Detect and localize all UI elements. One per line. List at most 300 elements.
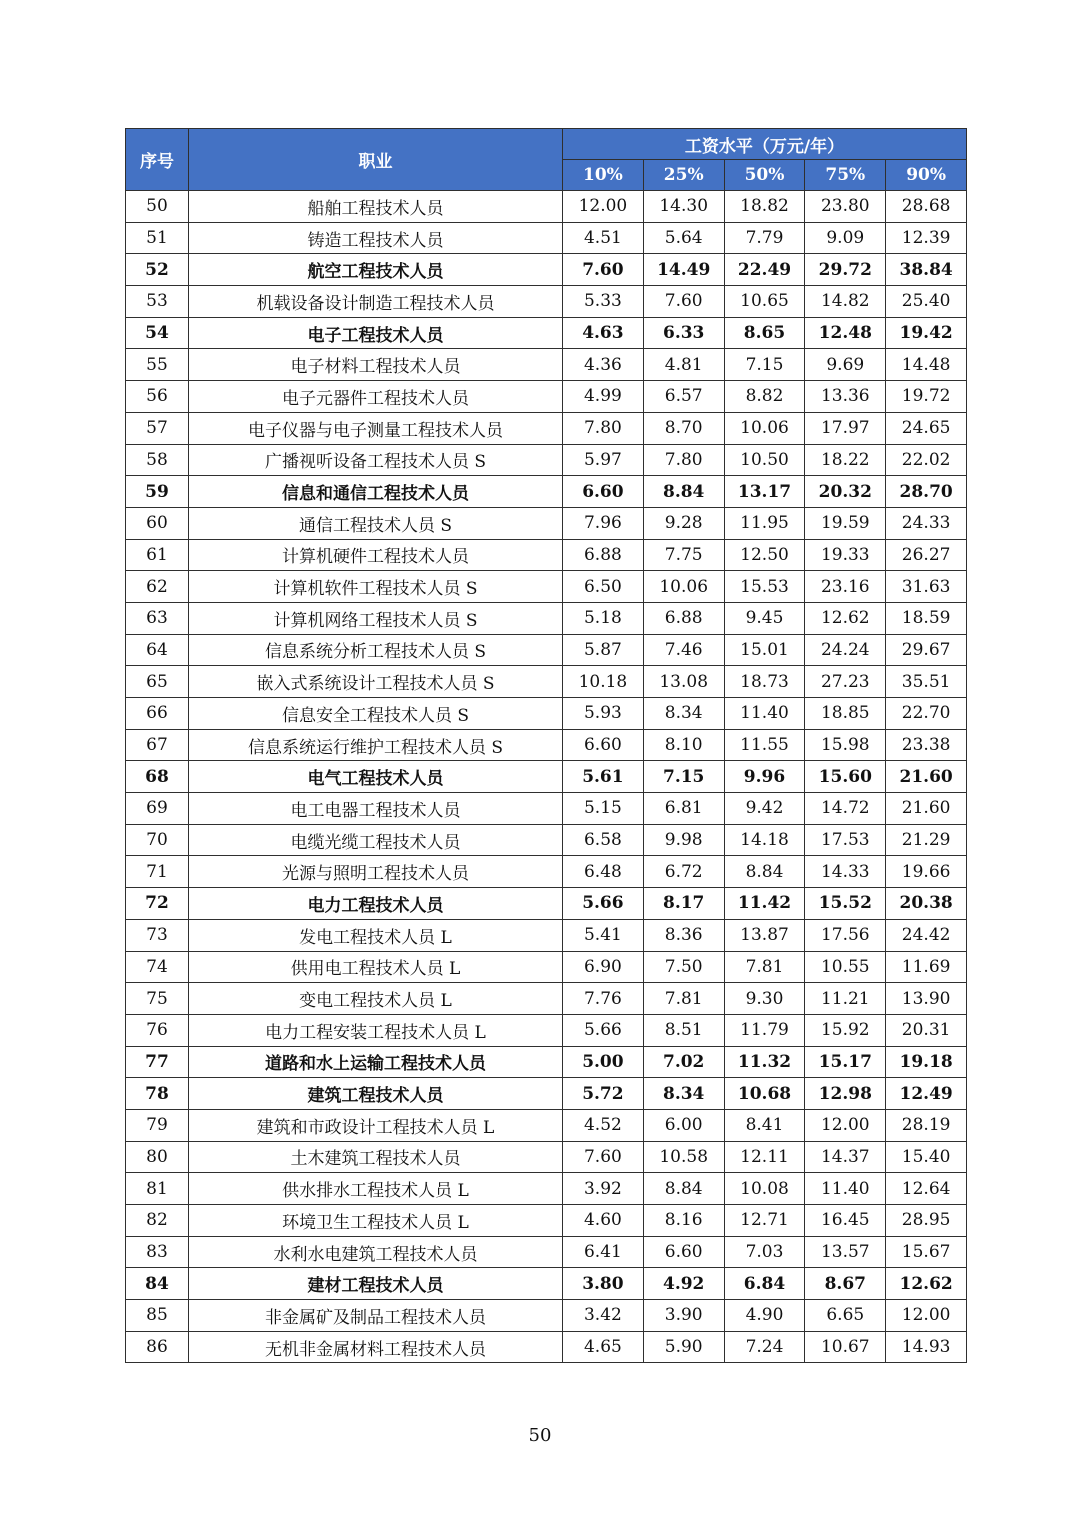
cell-p25: 7.81: [643, 983, 724, 1015]
cell-p25: 7.80: [643, 444, 724, 476]
cell-p50: 7.81: [724, 951, 805, 983]
cell-p90: 19.18: [886, 1046, 967, 1078]
cell-index: 78: [126, 1078, 189, 1110]
cell-index: 76: [126, 1014, 189, 1046]
cell-occupation: 环境卫生工程技术人员 L: [189, 1205, 563, 1237]
cell-p50: 8.65: [724, 317, 805, 349]
cell-p25: 6.88: [643, 602, 724, 634]
table-row: [126, 412, 967, 444]
cell-index: 85: [126, 1300, 189, 1332]
cell-p10: 7.80: [563, 412, 644, 444]
cell-p75: 23.16: [805, 571, 886, 603]
cell-p10: 5.66: [563, 1014, 644, 1046]
cell-p10: 6.41: [563, 1236, 644, 1268]
cell-p10: 5.41: [563, 919, 644, 951]
cell-p90: 20.31: [886, 1014, 967, 1046]
cell-p25: 13.08: [643, 666, 724, 698]
cell-p50: 7.03: [724, 1236, 805, 1268]
cell-occupation: 光源与照明工程技术人员: [189, 856, 563, 888]
cell-occupation: 电力工程安装工程技术人员 L: [189, 1014, 563, 1046]
cell-p50: 8.41: [724, 1109, 805, 1141]
cell-p50: 10.06: [724, 412, 805, 444]
cell-index: 52: [126, 254, 189, 286]
cell-p75: 18.85: [805, 698, 886, 730]
cell-p50: 7.79: [724, 222, 805, 254]
table-row: [126, 951, 967, 983]
cell-p25: 10.58: [643, 1141, 724, 1173]
header-index: 序号: [126, 129, 189, 191]
cell-p90: 29.67: [886, 634, 967, 666]
cell-p90: 21.29: [886, 824, 967, 856]
table-row: [126, 191, 967, 223]
cell-p25: 8.51: [643, 1014, 724, 1046]
cell-p90: 22.70: [886, 698, 967, 730]
cell-index: 59: [126, 476, 189, 508]
cell-p25: 8.84: [643, 476, 724, 508]
cell-occupation: 电子仪器与电子测量工程技术人员: [189, 412, 563, 444]
cell-occupation: 电子材料工程技术人员: [189, 349, 563, 381]
table-row: [126, 1109, 967, 1141]
cell-index: 58: [126, 444, 189, 476]
cell-occupation: 电缆光缆工程技术人员: [189, 824, 563, 856]
cell-p25: 14.49: [643, 254, 724, 286]
cell-p50: 9.96: [724, 761, 805, 793]
table-row: [126, 476, 967, 508]
cell-occupation: 信息和通信工程技术人员: [189, 476, 563, 508]
cell-index: 57: [126, 412, 189, 444]
cell-p50: 18.82: [724, 191, 805, 223]
cell-p10: 4.60: [563, 1205, 644, 1237]
cell-p90: 31.63: [886, 571, 967, 603]
cell-p75: 13.36: [805, 381, 886, 413]
cell-index: 82: [126, 1205, 189, 1237]
cell-occupation: 土木建筑工程技术人员: [189, 1141, 563, 1173]
cell-p10: 4.36: [563, 349, 644, 381]
table-row: [126, 254, 967, 286]
table-row: [126, 1141, 967, 1173]
cell-p10: 7.60: [563, 1141, 644, 1173]
cell-p75: 29.72: [805, 254, 886, 286]
cell-occupation: 建材工程技术人员: [189, 1268, 563, 1300]
cell-occupation: 建筑工程技术人员: [189, 1078, 563, 1110]
cell-occupation: 非金属矿及制品工程技术人员: [189, 1300, 563, 1332]
cell-occupation: 发电工程技术人员 L: [189, 919, 563, 951]
cell-p90: 12.64: [886, 1173, 967, 1205]
cell-p25: 10.06: [643, 571, 724, 603]
cell-p75: 12.98: [805, 1078, 886, 1110]
cell-p90: 28.95: [886, 1205, 967, 1237]
cell-p10: 4.65: [563, 1331, 644, 1363]
cell-p75: 13.57: [805, 1236, 886, 1268]
table-row: [126, 1173, 967, 1205]
cell-p10: 5.18: [563, 602, 644, 634]
cell-p75: 18.22: [805, 444, 886, 476]
cell-p10: 6.60: [563, 729, 644, 761]
cell-p75: 15.52: [805, 888, 886, 920]
cell-p50: 9.45: [724, 602, 805, 634]
table-row: [126, 824, 967, 856]
cell-occupation: 航空工程技术人员: [189, 254, 563, 286]
cell-p50: 11.55: [724, 729, 805, 761]
cell-p90: 14.93: [886, 1331, 967, 1363]
cell-p10: 5.15: [563, 793, 644, 825]
cell-occupation: 变电工程技术人员 L: [189, 983, 563, 1015]
cell-p50: 15.53: [724, 571, 805, 603]
cell-p90: 12.00: [886, 1300, 967, 1332]
cell-p50: 10.65: [724, 286, 805, 318]
cell-p10: 5.00: [563, 1046, 644, 1078]
table-body: [126, 191, 967, 1363]
cell-p50: 12.71: [724, 1205, 805, 1237]
cell-p25: 6.81: [643, 793, 724, 825]
table-row: [126, 888, 967, 920]
cell-p50: 11.95: [724, 507, 805, 539]
cell-index: 61: [126, 539, 189, 571]
cell-occupation: 计算机硬件工程技术人员: [189, 539, 563, 571]
cell-p75: 12.48: [805, 317, 886, 349]
cell-index: 86: [126, 1331, 189, 1363]
cell-p25: 9.28: [643, 507, 724, 539]
cell-index: 69: [126, 793, 189, 825]
cell-occupation: 电气工程技术人员: [189, 761, 563, 793]
cell-p75: 19.33: [805, 539, 886, 571]
cell-index: 55: [126, 349, 189, 381]
cell-occupation: 建筑和市政设计工程技术人员 L: [189, 1109, 563, 1141]
cell-p90: 21.60: [886, 793, 967, 825]
cell-p10: 3.92: [563, 1173, 644, 1205]
header-p25: 25%: [643, 160, 724, 191]
cell-p90: 19.72: [886, 381, 967, 413]
cell-index: 67: [126, 729, 189, 761]
cell-p75: 16.45: [805, 1205, 886, 1237]
cell-p75: 8.67: [805, 1268, 886, 1300]
cell-p10: 12.00: [563, 191, 644, 223]
cell-p90: 24.65: [886, 412, 967, 444]
cell-p50: 11.40: [724, 698, 805, 730]
cell-p50: 7.24: [724, 1331, 805, 1363]
cell-occupation: 电子元器件工程技术人员: [189, 381, 563, 413]
table-row: [126, 1268, 967, 1300]
cell-occupation: 道路和水上运输工程技术人员: [189, 1046, 563, 1078]
cell-p10: 6.50: [563, 571, 644, 603]
table-row: [126, 666, 967, 698]
cell-p90: 14.48: [886, 349, 967, 381]
cell-p10: 4.51: [563, 222, 644, 254]
cell-p90: 28.70: [886, 476, 967, 508]
cell-index: 53: [126, 286, 189, 318]
cell-index: 80: [126, 1141, 189, 1173]
cell-p90: 24.33: [886, 507, 967, 539]
cell-p90: 22.02: [886, 444, 967, 476]
cell-p90: 23.38: [886, 729, 967, 761]
table-row: [126, 539, 967, 571]
cell-p50: 11.32: [724, 1046, 805, 1078]
cell-p10: 6.58: [563, 824, 644, 856]
cell-p90: 18.59: [886, 602, 967, 634]
cell-p25: 8.17: [643, 888, 724, 920]
cell-p90: 35.51: [886, 666, 967, 698]
cell-occupation: 机载设备设计制造工程技术人员: [189, 286, 563, 318]
cell-p75: 14.33: [805, 856, 886, 888]
cell-p90: 26.27: [886, 539, 967, 571]
cell-p10: 5.87: [563, 634, 644, 666]
cell-p75: 9.09: [805, 222, 886, 254]
cell-p25: 6.57: [643, 381, 724, 413]
cell-p90: 15.67: [886, 1236, 967, 1268]
cell-index: 72: [126, 888, 189, 920]
cell-p90: 19.66: [886, 856, 967, 888]
cell-p10: 5.66: [563, 888, 644, 920]
cell-p75: 14.72: [805, 793, 886, 825]
table-row: [126, 1205, 967, 1237]
cell-index: 62: [126, 571, 189, 603]
cell-p50: 22.49: [724, 254, 805, 286]
cell-p25: 9.98: [643, 824, 724, 856]
cell-occupation: 无机非金属材料工程技术人员: [189, 1331, 563, 1363]
cell-p50: 13.87: [724, 919, 805, 951]
cell-p50: 8.84: [724, 856, 805, 888]
cell-p25: 8.70: [643, 412, 724, 444]
cell-p75: 17.97: [805, 412, 886, 444]
cell-occupation: 供用电工程技术人员 L: [189, 951, 563, 983]
table-header: [126, 129, 967, 191]
cell-occupation: 电工电器工程技术人员: [189, 793, 563, 825]
cell-p25: 8.34: [643, 698, 724, 730]
cell-p25: 8.16: [643, 1205, 724, 1237]
cell-p25: 7.50: [643, 951, 724, 983]
cell-index: 73: [126, 919, 189, 951]
cell-occupation: 电力工程技术人员: [189, 888, 563, 920]
cell-p25: 7.60: [643, 286, 724, 318]
cell-occupation: 信息系统运行维护工程技术人员 S: [189, 729, 563, 761]
cell-index: 68: [126, 761, 189, 793]
table-row: [126, 1046, 967, 1078]
cell-p50: 9.30: [724, 983, 805, 1015]
cell-index: 83: [126, 1236, 189, 1268]
cell-p10: 5.72: [563, 1078, 644, 1110]
cell-occupation: 计算机网络工程技术人员 S: [189, 602, 563, 634]
cell-p50: 7.15: [724, 349, 805, 381]
cell-p25: 6.00: [643, 1109, 724, 1141]
wage-table: [125, 128, 967, 1363]
cell-p75: 17.53: [805, 824, 886, 856]
cell-p10: 6.90: [563, 951, 644, 983]
cell-p10: 5.97: [563, 444, 644, 476]
cell-p75: 17.56: [805, 919, 886, 951]
cell-p25: 5.64: [643, 222, 724, 254]
table-row: [126, 507, 967, 539]
cell-occupation: 船舶工程技术人员: [189, 191, 563, 223]
cell-p75: 15.17: [805, 1046, 886, 1078]
cell-index: 66: [126, 698, 189, 730]
cell-occupation: 铸造工程技术人员: [189, 222, 563, 254]
cell-p25: 6.60: [643, 1236, 724, 1268]
cell-p10: 4.63: [563, 317, 644, 349]
cell-p10: 7.96: [563, 507, 644, 539]
cell-occupation: 通信工程技术人员 S: [189, 507, 563, 539]
table-row: [126, 602, 967, 634]
cell-occupation: 信息安全工程技术人员 S: [189, 698, 563, 730]
cell-p75: 11.21: [805, 983, 886, 1015]
cell-p50: 15.01: [724, 634, 805, 666]
cell-p75: 27.23: [805, 666, 886, 698]
cell-p10: 6.48: [563, 856, 644, 888]
cell-occupation: 嵌入式系统设计工程技术人员 S: [189, 666, 563, 698]
cell-p50: 11.79: [724, 1014, 805, 1046]
table-row: [126, 1236, 967, 1268]
header-p10: 10%: [563, 160, 644, 191]
cell-index: 65: [126, 666, 189, 698]
cell-p50: 12.11: [724, 1141, 805, 1173]
table-row: [126, 349, 967, 381]
cell-p50: 8.82: [724, 381, 805, 413]
cell-p50: 13.17: [724, 476, 805, 508]
cell-p10: 6.88: [563, 539, 644, 571]
cell-p25: 4.81: [643, 349, 724, 381]
cell-occupation: 水利水电建筑工程技术人员: [189, 1236, 563, 1268]
table-row: [126, 571, 967, 603]
cell-p75: 15.92: [805, 1014, 886, 1046]
cell-p50: 11.42: [724, 888, 805, 920]
table-row: [126, 1331, 967, 1363]
cell-p90: 24.42: [886, 919, 967, 951]
cell-p75: 20.32: [805, 476, 886, 508]
table-row: [126, 761, 967, 793]
table-row: [126, 222, 967, 254]
cell-p90: 19.42: [886, 317, 967, 349]
cell-p25: 8.10: [643, 729, 724, 761]
cell-p10: 6.60: [563, 476, 644, 508]
cell-p50: 4.90: [724, 1300, 805, 1332]
table-row: [126, 919, 967, 951]
cell-p90: 28.19: [886, 1109, 967, 1141]
cell-p10: 5.93: [563, 698, 644, 730]
table-row: [126, 1300, 967, 1332]
cell-index: 56: [126, 381, 189, 413]
cell-p25: 8.84: [643, 1173, 724, 1205]
header-p75: 75%: [805, 160, 886, 191]
cell-index: 60: [126, 507, 189, 539]
cell-p10: 4.52: [563, 1109, 644, 1141]
cell-p75: 19.59: [805, 507, 886, 539]
cell-p50: 10.68: [724, 1078, 805, 1110]
cell-p75: 12.62: [805, 602, 886, 634]
cell-p75: 15.98: [805, 729, 886, 761]
cell-p75: 6.65: [805, 1300, 886, 1332]
cell-index: 81: [126, 1173, 189, 1205]
cell-index: 74: [126, 951, 189, 983]
cell-index: 77: [126, 1046, 189, 1078]
table-row: [126, 983, 967, 1015]
cell-p10: 7.76: [563, 983, 644, 1015]
cell-occupation: 计算机软件工程技术人员 S: [189, 571, 563, 603]
cell-p25: 7.46: [643, 634, 724, 666]
cell-p10: 7.60: [563, 254, 644, 286]
table-row: [126, 634, 967, 666]
cell-p50: 10.08: [724, 1173, 805, 1205]
cell-p25: 7.02: [643, 1046, 724, 1078]
cell-occupation: 供水排水工程技术人员 L: [189, 1173, 563, 1205]
table-row: [126, 856, 967, 888]
cell-p90: 12.49: [886, 1078, 967, 1110]
cell-p10: 3.80: [563, 1268, 644, 1300]
cell-p75: 14.37: [805, 1141, 886, 1173]
cell-p25: 8.36: [643, 919, 724, 951]
cell-index: 71: [126, 856, 189, 888]
cell-p10: 4.99: [563, 381, 644, 413]
cell-p10: 5.61: [563, 761, 644, 793]
cell-p75: 10.55: [805, 951, 886, 983]
cell-p25: 5.90: [643, 1331, 724, 1363]
cell-p90: 38.84: [886, 254, 967, 286]
cell-p75: 24.24: [805, 634, 886, 666]
table-row: [126, 698, 967, 730]
cell-p75: 12.00: [805, 1109, 886, 1141]
cell-index: 51: [126, 222, 189, 254]
cell-p25: 7.75: [643, 539, 724, 571]
cell-index: 79: [126, 1109, 189, 1141]
table-row: [126, 444, 967, 476]
cell-p10: 5.33: [563, 286, 644, 318]
cell-p10: 10.18: [563, 666, 644, 698]
table-row: [126, 729, 967, 761]
cell-index: 75: [126, 983, 189, 1015]
cell-p10: 3.42: [563, 1300, 644, 1332]
cell-index: 84: [126, 1268, 189, 1300]
cell-index: 54: [126, 317, 189, 349]
cell-p50: 18.73: [724, 666, 805, 698]
cell-p90: 28.68: [886, 191, 967, 223]
cell-p90: 15.40: [886, 1141, 967, 1173]
table-row: [126, 286, 967, 318]
cell-p25: 14.30: [643, 191, 724, 223]
page-number: 50: [528, 1425, 552, 1446]
cell-p25: 6.33: [643, 317, 724, 349]
table-row: [126, 1078, 967, 1110]
cell-index: 50: [126, 191, 189, 223]
table-row: [126, 1014, 967, 1046]
cell-index: 64: [126, 634, 189, 666]
cell-occupation: 信息系统分析工程技术人员 S: [189, 634, 563, 666]
cell-p90: 12.39: [886, 222, 967, 254]
cell-p25: 7.15: [643, 761, 724, 793]
cell-p25: 4.92: [643, 1268, 724, 1300]
header-p90: 90%: [886, 160, 967, 191]
cell-p50: 14.18: [724, 824, 805, 856]
cell-p50: 12.50: [724, 539, 805, 571]
header-wage-group: 工资水平（万元/年）: [563, 129, 967, 160]
cell-p90: 20.38: [886, 888, 967, 920]
cell-p75: 11.40: [805, 1173, 886, 1205]
cell-p75: 10.67: [805, 1331, 886, 1363]
cell-p25: 6.72: [643, 856, 724, 888]
cell-p90: 21.60: [886, 761, 967, 793]
cell-p90: 13.90: [886, 983, 967, 1015]
header-occupation: 职业: [189, 129, 563, 191]
cell-p75: 23.80: [805, 191, 886, 223]
cell-index: 63: [126, 602, 189, 634]
table-row: [126, 317, 967, 349]
cell-p75: 14.82: [805, 286, 886, 318]
cell-index: 70: [126, 824, 189, 856]
cell-occupation: 广播视听设备工程技术人员 S: [189, 444, 563, 476]
cell-p50: 10.50: [724, 444, 805, 476]
header-p50: 50%: [724, 160, 805, 191]
cell-p25: 3.90: [643, 1300, 724, 1332]
cell-p25: 8.34: [643, 1078, 724, 1110]
cell-p50: 6.84: [724, 1268, 805, 1300]
cell-p75: 15.60: [805, 761, 886, 793]
